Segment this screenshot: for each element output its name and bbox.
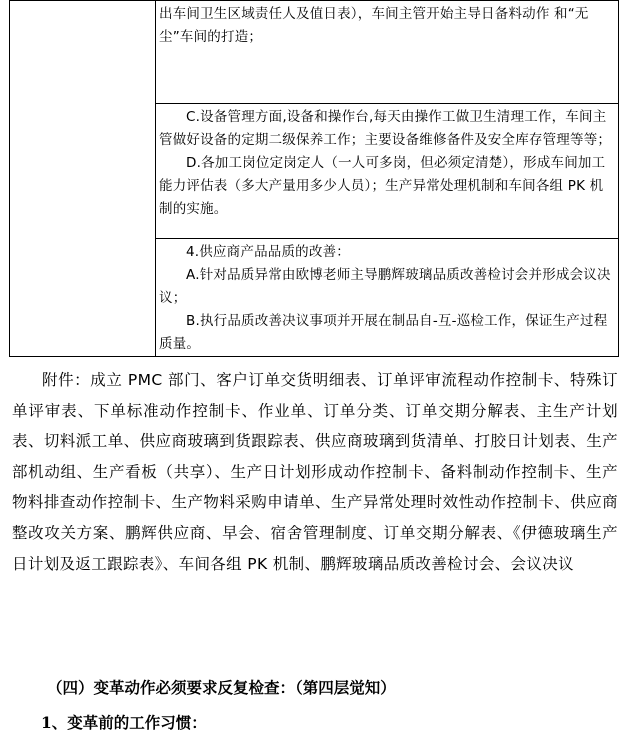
document-table bbox=[9, 0, 619, 357]
hygiene-text: 出车间卫生区域责任人及值日表），车间主管开始主导日备料动作 和“无尘”车间的打造； bbox=[159, 6, 589, 45]
table-cell-equipment bbox=[156, 104, 619, 239]
table-left-cell bbox=[10, 1, 156, 357]
subheading: 1、变革前的工作习惯： bbox=[41, 713, 207, 732]
item-b-text: B.执行品质改善决议事项并开展在制品自-互-巡检工作，保证生产过程质量。 bbox=[159, 313, 608, 352]
item-a-text: A.针对品质异常由欧博老师主导鹏辉玻璃品质改善检讨会并形成会议决议； bbox=[159, 267, 611, 306]
item-c-text: C.设备管理方面,设备和操作台,每天由操作工做卫生清理工作，车间主管做好设备的定期二级保养工作；主要设备维修备件及安全库存管理等等； bbox=[159, 109, 612, 148]
section-heading: （四）变革动作必须要求反复检查：（第四层觉知） bbox=[47, 678, 396, 697]
table-row bbox=[10, 1, 619, 104]
supplier-quality-title: 4.供应商产品品质的改善： bbox=[186, 244, 350, 260]
table-cell-hygiene bbox=[156, 1, 619, 104]
table-cell-supplier-quality bbox=[156, 239, 619, 357]
item-d-text: D.各加工岗位定岗定人（一人可多岗，但必须定清楚），形成车间加工能力评估表（多大产量用多少人员）；生产异常处理机制和车间各组 PK 机制的实施。 bbox=[159, 155, 606, 217]
attachment-paragraph: 附件：成立 PMC 部门、客户订单交货明细表、订单评审流程动作控制卡、特殊订单评审表、下单标准动作控制卡、作业单、订单分类、订单交期分解表、主生产计划表、切料派工单、供应商玻璃到货跟踪表、供应商玻璃到货清单、打胶日计划表、生产部机动组、生产看板（共享）、生产日计划形成动作控制卡、备料制动作控制卡、生产物料排查动作控制卡、生产物料采购申请单、生产异常处理时效性动作控制卡、供应商整改攻关方案、鹏辉供应商、早会、宿舍管理制度、订单交期分解表、《伊德玻璃生产日计划及返工跟踪表》、车间各组 PK 机制、鹏辉玻璃品质改善检讨会、会议决议 bbox=[12, 371, 618, 573]
